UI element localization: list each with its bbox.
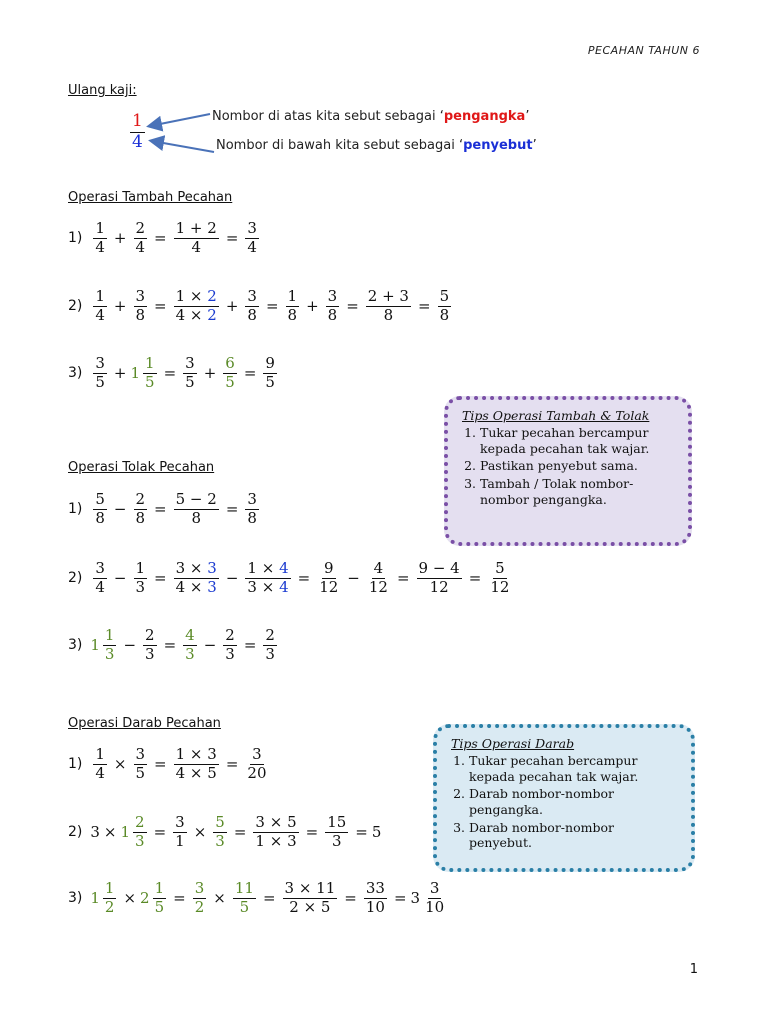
operator: = bbox=[163, 636, 177, 655]
operator: + bbox=[113, 364, 127, 383]
fraction: $\frac{9}{5}$ bbox=[265, 354, 275, 391]
list-item: 2. Pastikan penyebut sama. bbox=[480, 458, 676, 474]
number: 5 bbox=[371, 823, 382, 842]
equation-number: 2) bbox=[68, 298, 83, 315]
fraction: $\frac{3}{5}$ bbox=[185, 354, 195, 391]
fraction: $\frac{5}{3}$ bbox=[215, 813, 225, 850]
operator: − bbox=[113, 500, 127, 519]
fraction: $\frac{3 \times 11}{2 \times 5}$ bbox=[284, 879, 336, 916]
fraction: $\frac{2}{4}$ bbox=[135, 219, 146, 256]
operator: = bbox=[225, 229, 239, 248]
operator: + bbox=[225, 297, 239, 316]
page-header: PECAHAN TAHUN 6 bbox=[587, 44, 700, 57]
operator: × bbox=[123, 889, 137, 908]
operator: = bbox=[173, 889, 186, 908]
fraction: $\frac{5 - 2}{8}$ bbox=[175, 490, 217, 527]
list-item: 1. Tukar pecahan bercampur kepada pecahan tak wajar. bbox=[480, 425, 676, 456]
operator: = bbox=[265, 297, 279, 316]
tips-tambah-tolak-title: Tips Operasi Tambah & Tolak bbox=[462, 408, 650, 423]
operator: × bbox=[193, 823, 207, 842]
operator: = bbox=[154, 755, 167, 774]
equation-number: 2) bbox=[68, 824, 83, 841]
mixed-number: 3 $\frac{3}{10}$ bbox=[410, 879, 445, 916]
operator: + bbox=[113, 229, 127, 248]
operator: − bbox=[347, 569, 360, 588]
equation-number: 3) bbox=[68, 365, 83, 382]
fraction: $\frac{3}{4}$ bbox=[247, 219, 257, 256]
arrow-to-denominator bbox=[152, 141, 214, 152]
mixed-number: 2 $\frac{1}{5}$ bbox=[140, 879, 165, 916]
operator: × bbox=[213, 889, 226, 908]
equation-k2 bbox=[68, 561, 514, 596]
fraction: $\frac{2}{8}$ bbox=[135, 490, 146, 527]
fraction: $\frac{3}{8}$ bbox=[327, 287, 338, 324]
equation-number: 3) bbox=[68, 637, 83, 654]
section-title-tolak: Operasi Tolak Pecahan bbox=[68, 460, 215, 475]
fraction: $\frac{3}{8}$ bbox=[247, 287, 257, 324]
section-title-tambah: Operasi Tambah Pecahan bbox=[68, 190, 233, 205]
fraction: $\frac{2}{3}$ bbox=[225, 626, 235, 663]
equation-number: 1) bbox=[68, 230, 83, 247]
fraction: $\frac{4}{3}$ bbox=[185, 626, 195, 663]
operator: = bbox=[396, 569, 410, 588]
fraction: $\frac{5}{8}$ bbox=[95, 490, 105, 527]
operator: = bbox=[393, 889, 407, 908]
operator: = bbox=[346, 297, 359, 316]
tips-tambah-tolak-list bbox=[462, 425, 676, 507]
equation-t3 bbox=[68, 356, 280, 391]
fraction: $\frac{2 + 3}{8}$ bbox=[367, 287, 409, 324]
operator: = bbox=[344, 889, 357, 908]
fraction: $\frac{3}{4}$ bbox=[95, 559, 105, 596]
fraction: $\frac{3 \times 3}{4 \times 3}$ bbox=[175, 559, 217, 596]
arrows-diagram bbox=[140, 108, 220, 158]
operator: = bbox=[243, 364, 257, 383]
mixed-number: 1 $\frac{2}{3}$ bbox=[120, 813, 145, 850]
fraction: $\frac{1}{4}$ bbox=[95, 287, 105, 324]
operator: = bbox=[468, 569, 482, 588]
fraction: $\frac{1}{4}$ bbox=[95, 219, 105, 256]
list-item: 1. Tukar pecahan bercampur kepada pecahan tak wajar. bbox=[469, 753, 679, 784]
example-numerator: 1 bbox=[132, 111, 143, 131]
fraction: $\frac{11}{5}$ bbox=[234, 879, 254, 916]
operator: = bbox=[154, 229, 167, 248]
operator: = bbox=[305, 823, 319, 842]
fraction: $\frac{3}{8}$ bbox=[135, 287, 146, 324]
operator: = bbox=[163, 364, 177, 383]
fraction: $\frac{1 + 2}{4}$ bbox=[175, 219, 217, 256]
fraction: $\frac{3 \times 5}{1 \times 3}$ bbox=[255, 813, 297, 850]
operator: − bbox=[123, 636, 137, 655]
fraction: $\frac{3}{5}$ bbox=[135, 745, 146, 782]
fraction: $\frac{4}{12}$ bbox=[368, 559, 388, 596]
operator: − bbox=[113, 569, 127, 588]
equation-t1 bbox=[68, 221, 262, 256]
list-item: 3. Darab nombor-nombor penyebut. bbox=[469, 820, 679, 851]
operator: = bbox=[153, 823, 167, 842]
fraction: $\frac{3}{20}$ bbox=[247, 745, 267, 782]
operator: = bbox=[225, 500, 239, 519]
mixed-number: 1 $\frac{1}{5}$ bbox=[130, 354, 155, 391]
tips-darab-list bbox=[451, 753, 679, 851]
operator: = bbox=[417, 297, 431, 316]
fraction: $\frac{33}{10}$ bbox=[365, 879, 385, 916]
fraction: $\frac{2}{3}$ bbox=[265, 626, 275, 663]
tips-darab-box bbox=[433, 724, 695, 872]
fraction: $\frac{9 - 4}{12}$ bbox=[418, 559, 460, 596]
equation-d1 bbox=[68, 747, 272, 782]
fraction: $\frac{1}{8}$ bbox=[287, 287, 298, 324]
operator: + bbox=[306, 297, 319, 316]
fraction: $\frac{2}{3}$ bbox=[145, 626, 155, 663]
equation-number: 1) bbox=[68, 501, 83, 518]
fraction: $\frac{15}{3}$ bbox=[327, 813, 347, 850]
operator: = bbox=[225, 755, 239, 774]
fraction: $\frac{1 \times 3}{4 \times 5}$ bbox=[175, 745, 217, 782]
list-item: 2. Darab nombor-nombor pengangka. bbox=[469, 786, 679, 817]
operator: = bbox=[243, 636, 257, 655]
fraction: $\frac{2}{3}$ bbox=[135, 813, 145, 850]
fraction: $\frac{3}{2}$ bbox=[194, 879, 205, 916]
equation-d3 bbox=[68, 881, 449, 916]
fraction: $\frac{1 \times 4}{3 \times 4}$ bbox=[247, 559, 289, 596]
equation-d2 bbox=[68, 815, 381, 850]
operator: = bbox=[355, 823, 368, 842]
operator: − bbox=[203, 636, 217, 655]
operator: = bbox=[154, 569, 167, 588]
fraction: $\frac{1}{3}$ bbox=[104, 626, 115, 663]
fraction: $\frac{3}{10}$ bbox=[425, 879, 445, 916]
note-pengangka: Nombor di atas kita sebut sebagai ‘pengangka’ bbox=[212, 109, 530, 124]
fraction: $\frac{9}{12}$ bbox=[319, 559, 339, 596]
fraction: $\frac{1}{2}$ bbox=[104, 879, 115, 916]
fraction: $\frac{1 \times 2}{4 \times 2}$ bbox=[175, 287, 217, 324]
fraction: $\frac{3}{5}$ bbox=[95, 354, 105, 391]
operator: × bbox=[103, 823, 117, 842]
fraction: $\frac{1}{5}$ bbox=[154, 879, 165, 916]
fraction: $\frac{1}{5}$ bbox=[145, 354, 155, 391]
equation-number: 1) bbox=[68, 756, 83, 773]
operator: × bbox=[113, 755, 127, 774]
fraction: $\frac{3}{8}$ bbox=[247, 490, 257, 527]
operator: + bbox=[113, 297, 127, 316]
operator: − bbox=[225, 569, 239, 588]
fraction: $\frac{3}{1}$ bbox=[175, 813, 185, 850]
operator: = bbox=[154, 500, 167, 519]
fraction: $\frac{1}{3}$ bbox=[135, 559, 146, 596]
equation-k3 bbox=[68, 628, 280, 663]
ulang-kaji-title: Ulang kaji: bbox=[68, 83, 137, 98]
equation-number: 2) bbox=[68, 570, 83, 587]
fraction: $\frac{5}{12}$ bbox=[490, 559, 510, 596]
operator: + bbox=[203, 364, 217, 383]
list-item: 3. Tambah / Tolak nombor-nombor pengangka. bbox=[480, 476, 676, 507]
tips-tambah-tolak-box bbox=[444, 396, 692, 546]
operator: = bbox=[233, 823, 247, 842]
equation-k1 bbox=[68, 492, 262, 527]
number: 3 bbox=[90, 823, 100, 842]
mixed-number: 1 $\frac{1}{2}$ bbox=[90, 879, 115, 916]
operator: = bbox=[262, 889, 276, 908]
mixed-number: 1 $\frac{1}{3}$ bbox=[90, 626, 115, 663]
operator: = bbox=[297, 569, 311, 588]
equation-t2 bbox=[68, 289, 454, 324]
fraction: $\frac{5}{8}$ bbox=[439, 287, 450, 324]
fraction: $\frac{6}{5}$ bbox=[225, 354, 235, 391]
example-denominator: 4 bbox=[132, 131, 143, 152]
section-title-darab: Operasi Darab Pecahan bbox=[68, 716, 221, 731]
operator: = bbox=[154, 297, 167, 316]
equation-number: 3) bbox=[68, 890, 83, 907]
note-penyebut: Nombor di bawah kita sebut sebagai ‘penyebut’ bbox=[216, 138, 537, 153]
fraction: $\frac{1}{4}$ bbox=[95, 745, 105, 782]
arrow-to-numerator bbox=[150, 114, 210, 126]
tips-darab-title: Tips Operasi Darab bbox=[451, 736, 575, 751]
page-number: 1 bbox=[689, 962, 698, 977]
